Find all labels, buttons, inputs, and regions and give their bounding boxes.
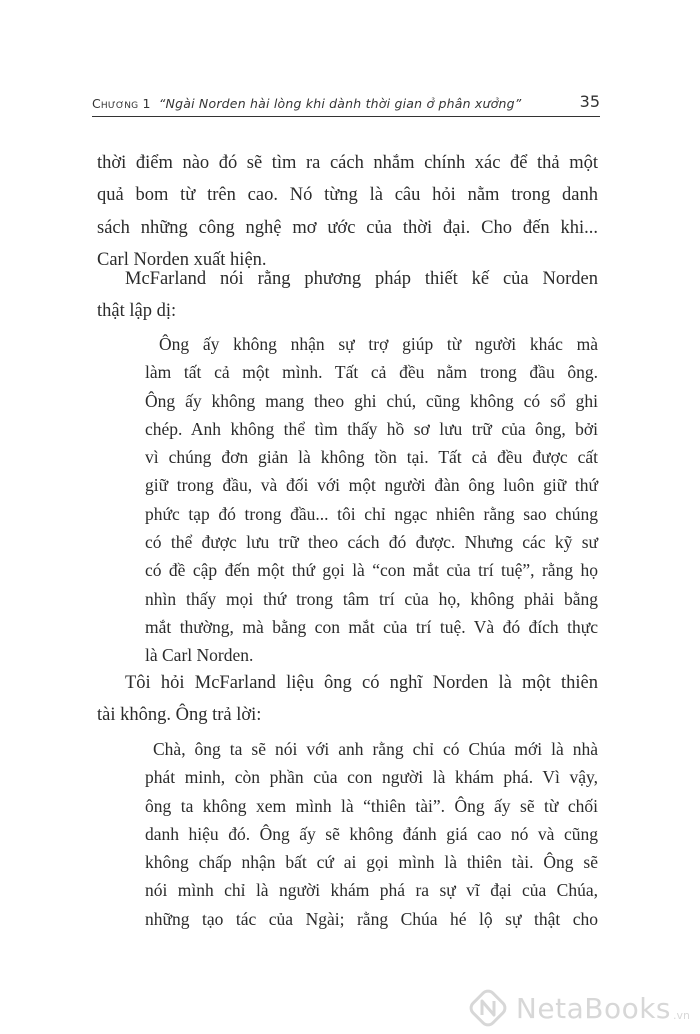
block-quote-2 bbox=[145, 735, 598, 933]
quote-line: Ông ấy không mang theo ghi chú, cũng không có sổ ghi bbox=[145, 390, 598, 411]
running-title: “Ngài Norden hài lòng khi dành thời gian ở phân xưởng” bbox=[158, 96, 522, 111]
paragraph-2 bbox=[97, 263, 598, 328]
chapter-heading bbox=[92, 96, 521, 111]
quote-line: nói mình chỉ là người khám phá ra sự vĩ đại của Chúa, bbox=[145, 880, 598, 901]
page-number: 35 bbox=[579, 92, 600, 111]
quote-line: có thể được lưu trữ theo cách đó được. Nhưng các kỹ sư bbox=[145, 532, 598, 553]
quote-line: vì chúng đơn giản là không tồn tại. Tất cả đều được cất bbox=[145, 447, 598, 468]
quote-line: mắt thường, mà bằng con mắt của trí tuệ. Và đó đích thực bbox=[145, 616, 598, 637]
quote-line: Ông ấy không nhận sự trợ giúp từ người khác mà bbox=[159, 334, 598, 354]
quote-line: ông ta không xem mình là “thiên tài”. Ông ấy sẽ từ chối bbox=[145, 795, 598, 816]
quote-line: Chà, ông ta sẽ nói với anh rằng chỉ có Chúa mới là nhà bbox=[153, 739, 598, 759]
watermark-suffix: .vn bbox=[673, 1009, 690, 1022]
block-quote-1 bbox=[145, 330, 598, 670]
page-header bbox=[92, 84, 600, 117]
watermark-brand: NetaBooks bbox=[515, 991, 672, 1025]
quote-line: giữ trong đầu, và đối với một người đàn ông luôn giữ thứ bbox=[145, 475, 598, 496]
text-line: quả bom từ trên cao. Nó từng là câu hỏi nằm trong danh bbox=[97, 185, 598, 206]
quote-line: nhìn thấy mọi thứ trong tâm trí của họ, không phải bằng bbox=[145, 588, 598, 609]
text-line: McFarland nói rằng phương pháp thiết kế của Norden bbox=[125, 269, 598, 289]
quote-line: phức tạp đó trong đầu... tôi chỉ ngạc nhiên rằng sao chúng bbox=[145, 503, 598, 524]
quote-line: danh hiệu đó. Ông ấy sẽ không đánh giá cao nó và cũng bbox=[145, 823, 598, 844]
quote-line: làm tất cả một mình. Tất cả đều nằm trong đầu ông. bbox=[145, 362, 598, 383]
quote-line: phát minh, còn phần của con người là khám phá. Vì vậy, bbox=[145, 767, 598, 788]
chapter-label: Chương 1 bbox=[92, 96, 151, 111]
netabooks-logo-icon bbox=[468, 988, 508, 1028]
text-line: sách những công nghệ mơ ước của thời đại. Cho đến khi... bbox=[97, 217, 598, 238]
text-line: Carl Norden xuất hiện. bbox=[97, 250, 267, 271]
netabooks-watermark bbox=[468, 984, 690, 1032]
quote-line: những tạo tác của Ngài; rằng Chúa hé lộ sự thật cho bbox=[145, 908, 598, 929]
quote-line: là Carl Norden. bbox=[145, 645, 254, 666]
text-line: thời điểm nào đó sẽ tìm ra cách nhắm chính xác để thả một bbox=[97, 153, 598, 173]
quote-line: không chấp nhận bất cứ ai gọi mình là thiên tài. Ông sẽ bbox=[145, 852, 598, 873]
quote-line: chép. Anh không thể tìm thấy hồ sơ lưu trữ của ông, bởi bbox=[145, 418, 598, 439]
text-line: Tôi hỏi McFarland liệu ông có nghĩ Norden là một thiên bbox=[125, 673, 598, 693]
text-line: tài không. Ông trả lời: bbox=[97, 705, 262, 726]
paragraph-3 bbox=[97, 667, 598, 732]
text-line: thật lập dị: bbox=[97, 301, 177, 322]
quote-line: có đề cập đến một thứ gọi là “con mắt của trí tuệ”, rằng họ bbox=[145, 560, 598, 581]
paragraph-1 bbox=[97, 147, 598, 277]
